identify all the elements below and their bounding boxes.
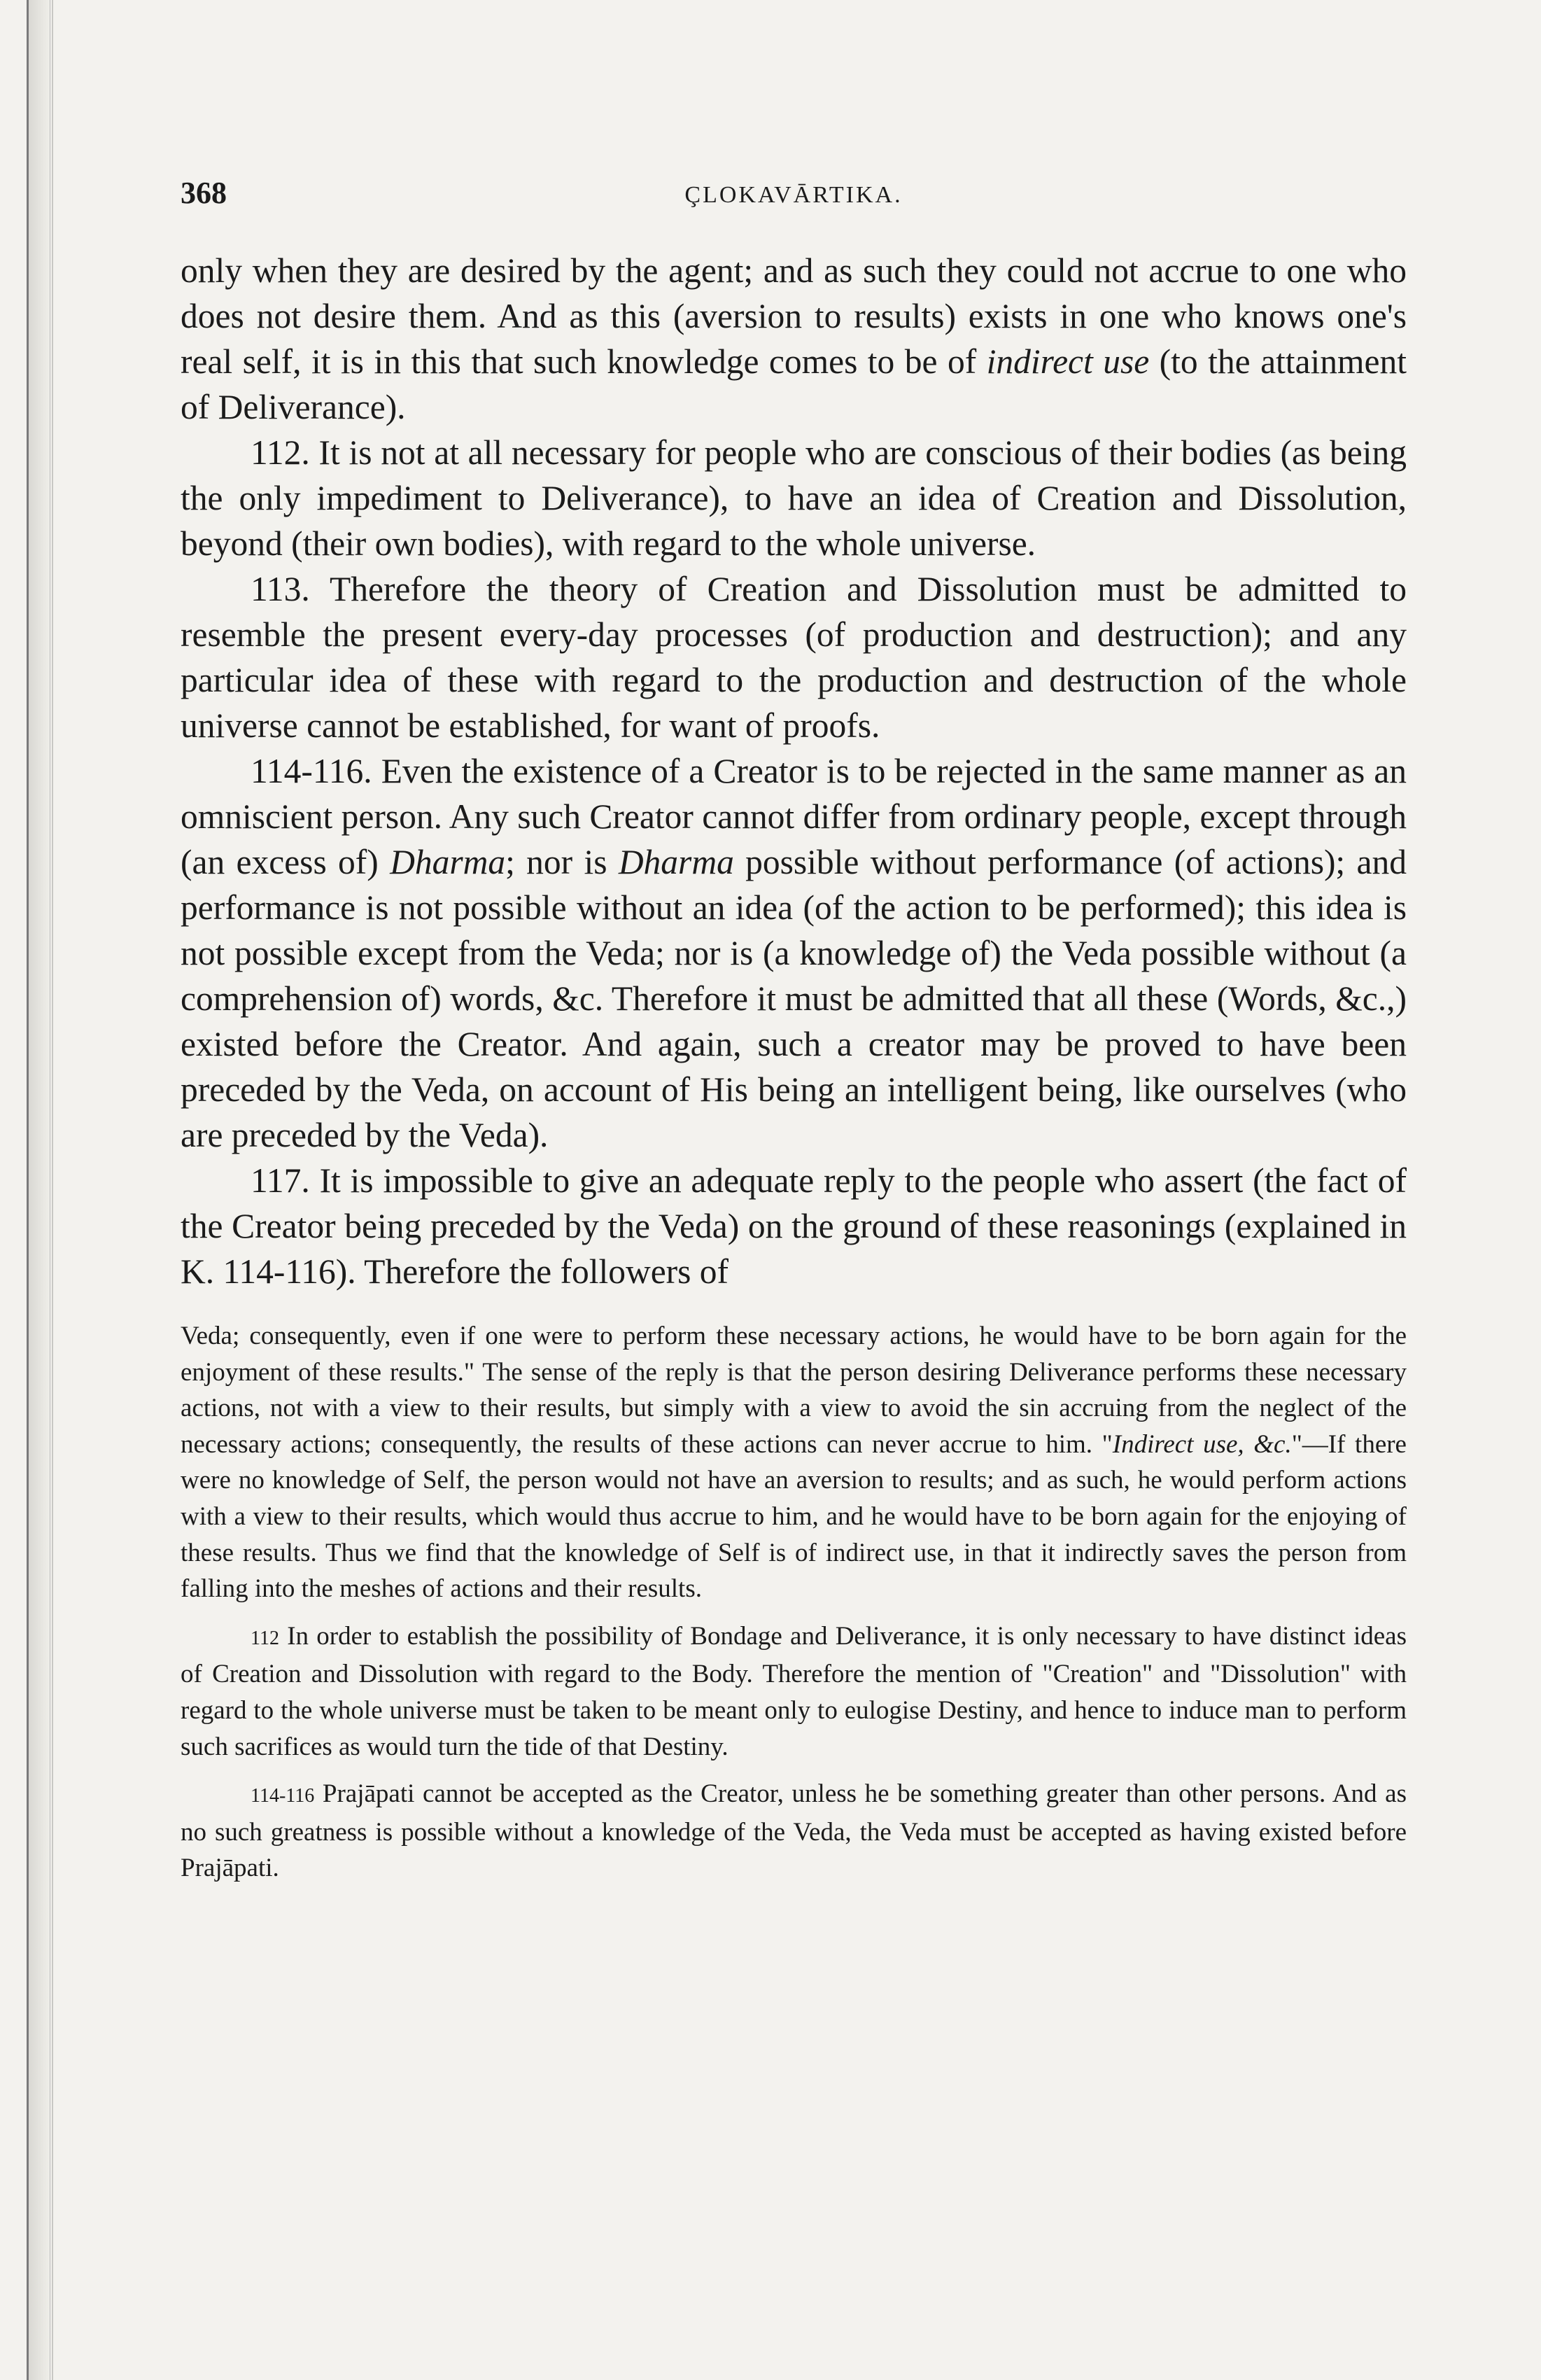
karika-number: 117. xyxy=(251,1161,310,1200)
karika-113: 113. Therefore the theory of Creation and Dissolution must be admitted to resemble the present every-day processes (of production and destruction); and any particular idea of these with regard to the production and destruction of the whole universe cannot be established, for want of proofs. xyxy=(181,570,1407,745)
binding-line xyxy=(52,0,53,2380)
footnote-continued: Veda; consequently, even if one were to perform these necessary actions, he would have to be born again for the enjoyment of these results." The sense of the reply is that the person desiring Deliverance performs these necessary actions, not with a view to their results, but simply with a view to avoid the sin accruing from the neglect of the necessary actions; consequently, the results of these actions can never accrue to him. "Indirect use, &c."—If there were no knowledge of Self, the person would not have an aversion to results; and as such, he would perform actions with a view to their results, which would thus accrue to him, and he would have to be born again for the enjoying of these results. Thus we find that the knowledge of Self is of indirect use, in that it indirectly saves the person from falling into the meshes of actions and their results. xyxy=(181,1322,1407,1604)
page-header xyxy=(181,175,1407,217)
footnotes xyxy=(181,1318,1407,1886)
footnote-ref: 114-116 xyxy=(251,1785,315,1807)
footnote-114-116: 114-116 Prajāpati cannot be accepted as the Creator, unless he be something greater than other persons. And as no such greatness is possible without a knowledge of the Veda, the Veda must be accepted as having existed before Prajāpati. xyxy=(181,1779,1407,1883)
paragraph: only when they are desired by the agent; and as such they could not accrue to one who does not desire them. And as this (aversion to results) exists in one who knows one's real self, it is in this that such knowledge comes to be of indirect use (to the attainment of Deliverance). xyxy=(181,251,1407,426)
main-text xyxy=(181,248,1407,1294)
footnote-112: 112 In order to establish the possibility of Bondage and Deliverance, it is only necessary to have distinct ideas of Creation and Dissolution with regard to the Body. Therefore the mention of "Creation" and "Dissolution" with regard to the whole universe must be taken to be meant only to eulogise Destiny, and hence to induce man to perform such sacrifices as would turn the tide of that Destiny. xyxy=(181,1621,1407,1761)
italic-text: Dharma xyxy=(390,843,506,881)
italic-text: indirect use xyxy=(986,342,1150,381)
italic-text: Indirect use, &c. xyxy=(1112,1429,1292,1459)
karika-112: 112. It is not at all necessary for people who are conscious of their bodies (as being the only impediment to Deliverance), to have an idea of Creation and Dissolution, beyond (their own bodies), with regard to the whole universe. xyxy=(181,433,1407,563)
book-binding-edge xyxy=(27,0,50,2380)
running-title: ÇLOKAVĀRTIKA. xyxy=(684,182,903,208)
karika-117: 117. It is impossible to give an adequate reply to the people who assert (the fact of the Creator being preceded by the Veda) on the ground of these reasonings (explained in K. 114-116). Therefore the followers of xyxy=(181,1161,1407,1291)
karika-114-116: 114-116. Even the existence of a Creator is to be rejected in the same manner as an omniscient person. Any such Creator cannot differ from ordinary people, except through (an excess of) Dharma; nor is Dharma possible without performance (of actions); and performance is not possible without an idea (of the action to be performed); this idea is not possible except from the Veda; nor is (a knowledge of) the Veda possible without (a comprehension of) words, &c. Therefore it must be admitted that all these (Words, &c.,) existed before the Creator. And again, such a creator may be proved to have been preceded by the Veda, on account of His being an intelligent being, like ourselves (who are preceded by the Veda). xyxy=(181,752,1407,1154)
book-page xyxy=(181,175,1407,1886)
karika-number: 112. xyxy=(251,433,310,472)
italic-text: Dharma xyxy=(618,843,734,881)
footnote-ref: 112 xyxy=(251,1627,279,1649)
karika-number: 114-116. xyxy=(251,752,372,790)
page-number: 368 xyxy=(181,176,227,210)
karika-number: 113. xyxy=(251,570,310,608)
